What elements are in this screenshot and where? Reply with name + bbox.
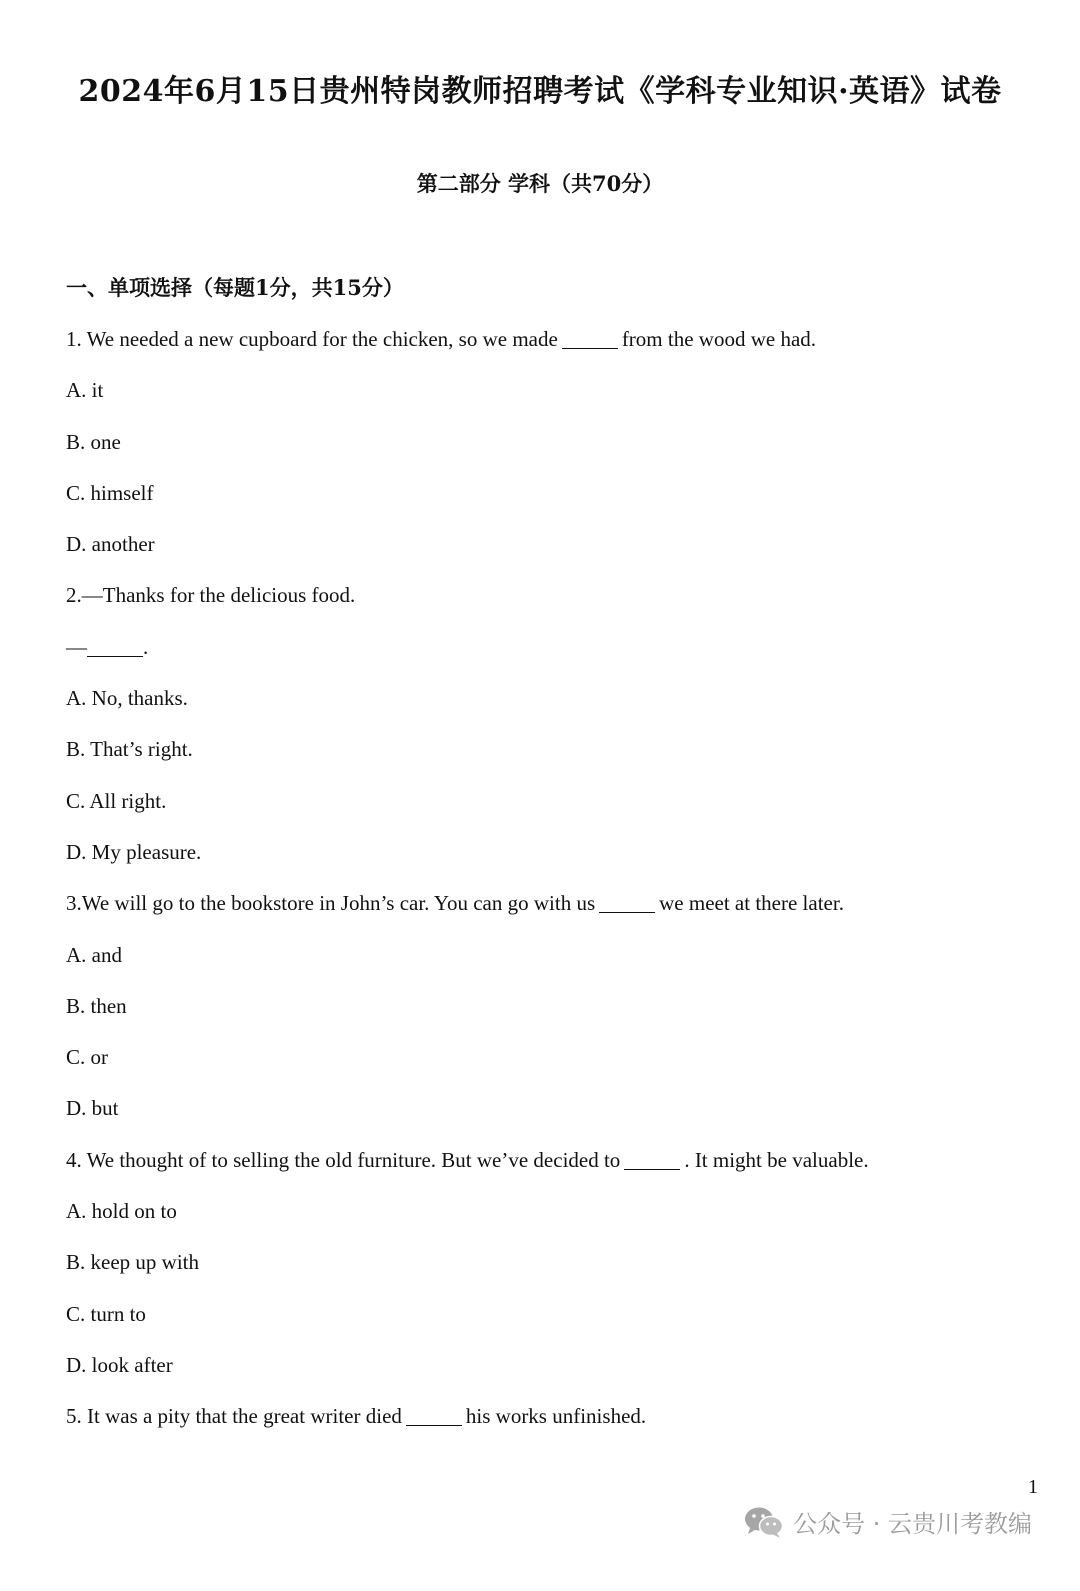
question-4-stem: 4. We thought of to selling the old furniture. But we’ve decided to . It might be valuable. [66, 1147, 869, 1172]
answer-blank [624, 1168, 680, 1170]
page-title: 2024年6月15日贵州特岗教师招聘考试《学科专业知识·英语》试卷 [78, 74, 1002, 109]
question-4-option-c: C. turn to [66, 1301, 146, 1326]
question-1-stem: 1. We needed a new cupboard for the chicken, so we made from the wood we had. [66, 327, 817, 351]
question-3-stem: 3.We will go to the bookstore in John’s car. You can go with us we meet at there later. [66, 891, 844, 916]
question-5-stem: 5. It was a pity that the great writer died his works unfinished. [66, 1404, 647, 1429]
question-3-option-c: C. or [66, 1045, 108, 1070]
question-4-option-b: B. keep up with [66, 1250, 199, 1275]
answer-blank [406, 1424, 462, 1426]
question-1-option-b: B. one [66, 429, 121, 454]
answer-blank [599, 911, 655, 913]
question-4-option-d: D. look after [66, 1352, 173, 1377]
section-title: 一、单项选择（每题1分，共15分） [66, 275, 404, 300]
question-1-option-a: A. it [66, 378, 104, 403]
question-4-option-a: A. hold on to [66, 1199, 177, 1224]
question-2-option-d: D. My pleasure. [66, 839, 202, 864]
question-1-option-c: C. himself [66, 480, 154, 505]
question-2-reply: — . [66, 634, 149, 659]
watermark-text: 公众号 · 云贵川考教编 [793, 1510, 1032, 1538]
part-title: 第二部分 学科（共70分） [416, 171, 664, 196]
wechat-icon [743, 1505, 785, 1539]
question-2-option-c: C. All right. [66, 788, 167, 813]
question-3-option-b: B. then [66, 993, 127, 1018]
question-2-option-b: B. That’s right. [66, 737, 193, 762]
question-3-option-d: D. but [66, 1096, 119, 1121]
page-number: 1 [1028, 1476, 1038, 1498]
question-list [66, 318, 1026, 1447]
question-3-option-a: A. and [66, 942, 122, 967]
question-1-option-d: D. another [66, 532, 155, 557]
answer-blank [562, 347, 618, 349]
question-2-option-a: A. No, thanks. [66, 686, 188, 711]
answer-blank [87, 655, 143, 657]
question-2-stem: 2.—Thanks for the delicious food. [66, 583, 356, 608]
watermark [743, 1504, 1032, 1539]
